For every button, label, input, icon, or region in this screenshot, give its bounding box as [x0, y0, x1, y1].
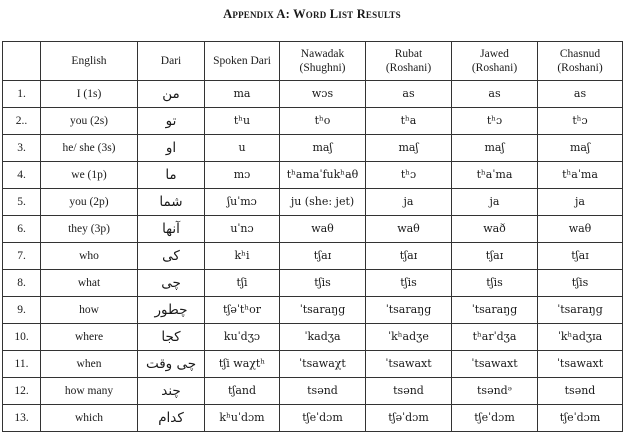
header-nawadak-language: (Shughni) [299, 62, 346, 74]
nawadak-cell: ju (she: jet) [280, 189, 366, 216]
nawadak-cell: tʃeˈdɔm [280, 405, 366, 432]
row-number-cell: 12. [3, 378, 41, 405]
rubat-cell: tʃaɪ [366, 243, 452, 270]
dari-cell: شما [138, 189, 205, 216]
dari-cell: چطور [138, 297, 205, 324]
dari-cell: چی [138, 270, 205, 297]
nawadak-cell: tʃaɪ [280, 243, 366, 270]
nawadak-cell: waθ [280, 216, 366, 243]
dari-cell: کجا [138, 324, 205, 351]
row-number-cell: 2.. [3, 108, 41, 135]
header-row [3, 42, 623, 81]
jawed-cell: tʃis [452, 270, 538, 297]
english-cell: he/ she (3s) [41, 135, 138, 162]
chasnud-cell: as [538, 81, 623, 108]
english-cell: when [41, 351, 138, 378]
header-nawadak-name: Nawadak [300, 48, 345, 60]
header-rubat [366, 42, 452, 81]
spoken-dari-cell: u [205, 135, 280, 162]
chasnud-cell: waθ [538, 216, 623, 243]
page-title: Appendix A: Word List Results [223, 7, 401, 21]
spoken-dari-cell: tʃi [205, 270, 280, 297]
chasnud-cell: ˈkʰadʒɪa [538, 324, 623, 351]
nawadak-cell: tʰamaˈfukʰaθ [280, 162, 366, 189]
header-spoken-dari: Spoken Dari [205, 42, 280, 81]
spoken-dari-cell: kʰi [205, 243, 280, 270]
row-number-cell: 3. [3, 135, 41, 162]
jawed-cell: ˈtsawaxt [452, 351, 538, 378]
english-cell: what [41, 270, 138, 297]
nawadak-cell: ˈtsaraŋg [280, 297, 366, 324]
spoken-dari-cell: uˈnɔ [205, 216, 280, 243]
rubat-cell: tʃis [366, 270, 452, 297]
jawed-cell: ˈtsaraŋg [452, 297, 538, 324]
nawadak-cell: ˈkadʒa [280, 324, 366, 351]
spoken-dari-cell: tʃəˈtʰor [205, 297, 280, 324]
english-cell: who [41, 243, 138, 270]
header-english: English [41, 42, 138, 81]
row-number-cell: 7. [3, 243, 41, 270]
table-row [3, 162, 623, 189]
spoken-dari-cell: kuˈdʒɔ [205, 324, 280, 351]
chasnud-cell: tʰɔ [538, 108, 623, 135]
row-number-cell: 6. [3, 216, 41, 243]
nawadak-cell: ˈtsawaχt [280, 351, 366, 378]
english-cell: you (2p) [41, 189, 138, 216]
row-number-cell: 13. [3, 405, 41, 432]
rubat-cell: ˈtsaraŋg [366, 297, 452, 324]
dari-cell: کی [138, 243, 205, 270]
dari-cell: چی وقت [138, 351, 205, 378]
dari-cell: ما [138, 162, 205, 189]
english-cell: they (3p) [41, 216, 138, 243]
header-jawed-language: (Roshani) [471, 62, 518, 74]
jawed-cell: tsəndᵊ [452, 378, 538, 405]
table-row [3, 243, 623, 270]
dari-cell: کدام [138, 405, 205, 432]
english-cell: where [41, 324, 138, 351]
chasnud-cell: tʃis [538, 270, 623, 297]
nawadak-cell: wɔs [280, 81, 366, 108]
row-number-cell: 8. [3, 270, 41, 297]
rubat-cell: ˈtsawaxt [366, 351, 452, 378]
spoken-dari-cell: ʃuˈmɔ [205, 189, 280, 216]
jawed-cell: tʰɔ [452, 108, 538, 135]
header-nawadak [280, 42, 366, 81]
header-jawed-name: Jawed [480, 48, 509, 60]
header-rubat-name: Rubat [394, 48, 423, 60]
dari-cell: چند [138, 378, 205, 405]
table-row [3, 216, 623, 243]
rubat-cell: ˈkʰadʒe [366, 324, 452, 351]
chasnud-cell: tʃaɪ [538, 243, 623, 270]
rubat-cell: waθ [366, 216, 452, 243]
rubat-cell: ja [366, 189, 452, 216]
nawadak-cell: tsənd [280, 378, 366, 405]
header-chasnud-name: Chasnud [559, 48, 601, 60]
jawed-cell: maʃ [452, 135, 538, 162]
dari-cell: تو [138, 108, 205, 135]
row-number-cell: 5. [3, 189, 41, 216]
header-chasnud-language: (Roshani) [557, 62, 603, 74]
row-number-cell: 1. [3, 81, 41, 108]
chasnud-cell: tʃeˈdɔm [538, 405, 623, 432]
table-row [3, 81, 623, 108]
row-number-cell: 10. [3, 324, 41, 351]
chasnud-cell: ja [538, 189, 623, 216]
english-cell: you (2s) [41, 108, 138, 135]
table-row [3, 189, 623, 216]
spoken-dari-cell: tʃi waχtʰ [205, 351, 280, 378]
jawed-cell: as [452, 81, 538, 108]
table-body [3, 81, 623, 432]
rubat-cell: tʃəˈdɔm [366, 405, 452, 432]
table-row [3, 297, 623, 324]
rubat-cell: maʃ [366, 135, 452, 162]
nawadak-cell: maʃ [280, 135, 366, 162]
dari-cell: او [138, 135, 205, 162]
spoken-dari-cell: tʃand [205, 378, 280, 405]
english-cell: I (1s) [41, 81, 138, 108]
jawed-cell: ja [452, 189, 538, 216]
table-row [3, 324, 623, 351]
table-row [3, 405, 623, 432]
english-cell: how [41, 297, 138, 324]
jawed-cell: tʃeˈdɔm [452, 405, 538, 432]
rubat-cell: tʰɔ [366, 162, 452, 189]
rubat-cell: tsənd [366, 378, 452, 405]
english-cell: how many [41, 378, 138, 405]
jawed-cell: tʰaˈma [452, 162, 538, 189]
row-number-cell: 11. [3, 351, 41, 378]
nawadak-cell: tʃis [280, 270, 366, 297]
header-dari: Dari [138, 42, 205, 81]
spoken-dari-cell: mɔ [205, 162, 280, 189]
table-row [3, 378, 623, 405]
chasnud-cell: tʰaˈma [538, 162, 623, 189]
chasnud-cell: maʃ [538, 135, 623, 162]
spoken-dari-cell: ma [205, 81, 280, 108]
english-cell: which [41, 405, 138, 432]
row-number-cell: 9. [3, 297, 41, 324]
spoken-dari-cell: tʰu [205, 108, 280, 135]
table-row [3, 270, 623, 297]
header-jawed [452, 42, 538, 81]
header-rubat-language: (Roshani) [385, 62, 432, 74]
rubat-cell: tʰa [366, 108, 452, 135]
row-number-cell: 4. [3, 162, 41, 189]
english-cell: we (1p) [41, 162, 138, 189]
header-chasnud [538, 42, 623, 81]
rubat-cell: as [366, 81, 452, 108]
nawadak-cell: tʰo [280, 108, 366, 135]
chasnud-cell: ˈtsawaxt [538, 351, 623, 378]
chasnud-cell: ˈtsaraŋg [538, 297, 623, 324]
dari-cell: من [138, 81, 205, 108]
table-row [3, 108, 623, 135]
spoken-dari-cell: kʰuˈdɔm [205, 405, 280, 432]
chasnud-cell: tsənd [538, 378, 623, 405]
header-number [3, 42, 41, 81]
table-row [3, 135, 623, 162]
jawed-cell: wað [452, 216, 538, 243]
jawed-cell: tʰarˈdʒa [452, 324, 538, 351]
dari-cell: آنها [138, 216, 205, 243]
table-row [3, 351, 623, 378]
word-list-table [2, 41, 623, 432]
jawed-cell: tʃaɪ [452, 243, 538, 270]
